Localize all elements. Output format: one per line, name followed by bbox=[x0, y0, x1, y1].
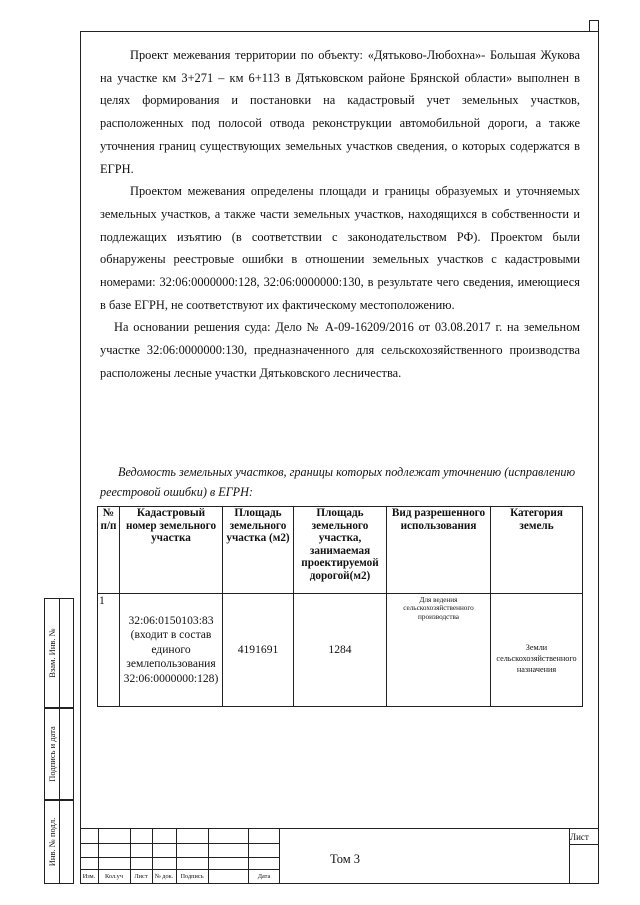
side-label-cell bbox=[45, 801, 60, 883]
side-label-cell bbox=[45, 709, 60, 799]
header-area: Площадь земельного участка (м2) bbox=[223, 507, 294, 594]
table-caption: Ведомость земельных участков, границы которых подлежат уточнению (исправлению реестровой ошибки) в ЕГРН: bbox=[100, 465, 576, 499]
cell-use-text: Для ведения сельскохозяйственного производства bbox=[403, 596, 474, 621]
stamp-label-date: Дата bbox=[257, 873, 271, 880]
stamp-label-kolych: Кол.уч bbox=[105, 873, 123, 880]
stamp-label-doc: № док. bbox=[154, 873, 174, 880]
stamp-col-line bbox=[208, 828, 209, 884]
side-label-signature: Подпись и дата bbox=[47, 726, 57, 782]
volume-title: Том 3 bbox=[330, 852, 360, 866]
stamp-label-podpis: Подпись bbox=[180, 873, 204, 880]
side-box-vzam bbox=[44, 598, 74, 708]
cell-use bbox=[387, 594, 491, 707]
side-label-cell bbox=[45, 599, 60, 707]
stamp-row-line bbox=[80, 843, 280, 858]
table-header-row bbox=[98, 507, 583, 594]
header-road-area: Площадь земельного участка, занимаемая проектируемой дорогой(м2) bbox=[294, 507, 387, 594]
paragraph-3: На основании решения суда: Дело № А-09-16209/2016 от 03.08.2017 г. на земельном участке 32:06:0000000:130, предназначенного для сельскохозяйственного производства расположены лесные участки Дятьковского лесничества. bbox=[100, 320, 580, 380]
body-text bbox=[100, 44, 580, 385]
stamp-sheet-line bbox=[569, 844, 599, 845]
side-label-inv: Инв. № подл. bbox=[47, 817, 57, 867]
stamp-label-list: Лист bbox=[134, 873, 148, 880]
header-cadastral: Кадастровый номер земельного участка bbox=[120, 507, 223, 594]
paragraph-1: Проект межевания территории по объекту: «Дятьково-Любохна»- Большая Жукова на участке км 3+271 – км 6+113 в Дятьковском районе Брянской области» выполнен в целях формирования и постановки на кадастровый учет земельных участков, расположенных под полосой отвода реконструкции автомобильной дороги, а также уточнения границ существующих земельных участков сведения, о которых содержатся в ЕГРН. bbox=[100, 48, 580, 176]
cell-road-area: 1284 bbox=[294, 594, 387, 707]
paragraph-2: Проектом межевания определены площади и границы образуемых и уточняемых земельных участков, а также части земельных участков, находящихся в собственности и подлежащих изъятию (в соответствии с законодательством РФ). Проектом были обнаружены реестровые ошибки в отношении земельных участков с кадастровыми номерами: 32:06:0000000:128, 32:06:0000000:130, в результате чего сведения, имеющиеся в базе ЕГРН, не соответствуют их фактическому местоположению. bbox=[100, 184, 580, 312]
header-category: Категория земель bbox=[491, 507, 583, 594]
stamp-label-izm: Изм. bbox=[82, 873, 96, 880]
table-row bbox=[98, 594, 583, 707]
cell-category bbox=[491, 594, 583, 707]
cell-area: 4191691 bbox=[223, 594, 294, 707]
header-use: Вид разрешенного использования bbox=[387, 507, 491, 594]
cell-category-text: Земли сельскохозяйственного назначения bbox=[496, 643, 577, 674]
sheet-label: Лист bbox=[570, 832, 589, 842]
cell-cadastral: 32:06:0150103:83 (входит в состав единого землепользования 32:06:0000000:128) bbox=[120, 594, 223, 707]
side-box-inv bbox=[44, 800, 74, 884]
cell-num: 1 bbox=[98, 594, 120, 707]
header-num: № п/п bbox=[98, 507, 120, 594]
parcels-table bbox=[97, 506, 583, 707]
side-box-signature bbox=[44, 708, 74, 800]
side-label-vzam: Взам. Инв. № bbox=[47, 628, 57, 678]
